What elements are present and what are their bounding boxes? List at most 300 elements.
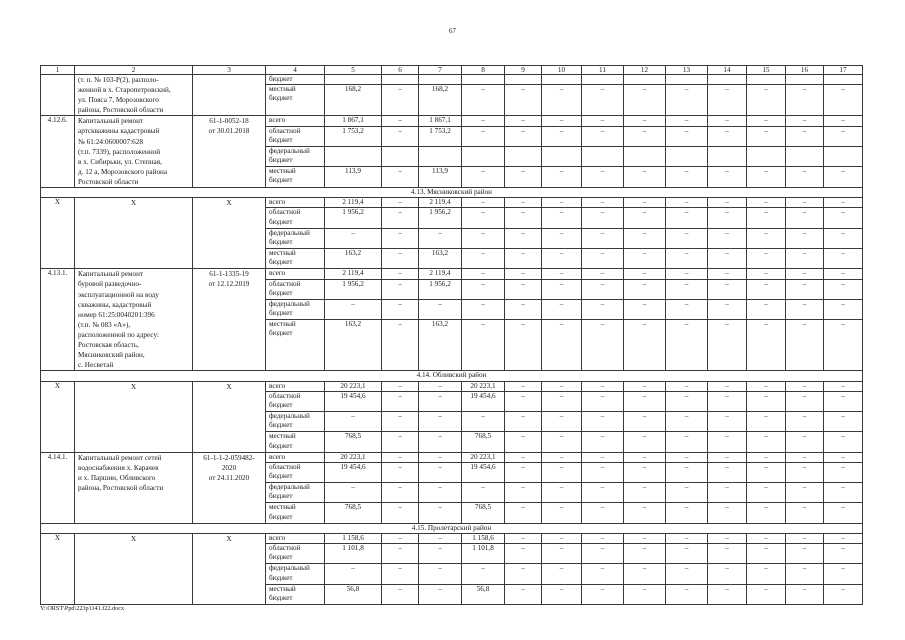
registration-number (193, 269, 266, 371)
amount-cell (505, 75, 542, 85)
amount-cell: – (624, 381, 666, 391)
amount-cell: – (542, 544, 582, 564)
amount-cell: – (505, 584, 542, 604)
amount-cell (708, 146, 747, 166)
amount-cell: – (708, 462, 747, 482)
amount-cell: – (542, 412, 582, 432)
registration-number (193, 116, 266, 188)
amount-cell: – (666, 320, 708, 371)
amount-cell: – (382, 116, 419, 126)
amount-cell: – (786, 584, 824, 604)
section-title: 4.13. Мясниковский район (41, 188, 863, 198)
amount-cell (419, 146, 462, 166)
amount-cell: – (542, 503, 582, 523)
amount-cell: – (542, 249, 582, 269)
amount-cell: 113,9 (419, 167, 462, 188)
amount-cell: – (419, 544, 462, 564)
amount-cell: – (542, 116, 582, 126)
amount-cell: – (505, 564, 542, 584)
amount-cell: – (542, 533, 582, 543)
amount-cell: – (419, 299, 462, 319)
amount-cell: – (747, 269, 786, 279)
amount-cell: 19 454,6 (462, 462, 505, 482)
amount-cell (419, 75, 462, 85)
amount-cell: – (824, 412, 863, 432)
amount-cell: – (582, 483, 624, 503)
amount-cell: – (624, 320, 666, 371)
table-row (41, 533, 863, 543)
amount-cell: – (624, 208, 666, 228)
amount-cell: – (786, 198, 824, 208)
amount-cell: 768,5 (325, 503, 382, 523)
budget-source: областной бюджет (266, 544, 325, 564)
amount-cell: – (624, 116, 666, 126)
amount-cell: – (542, 269, 582, 279)
amount-cell: 1 956,2 (325, 279, 382, 299)
amount-cell: – (708, 432, 747, 452)
amount-cell (624, 146, 666, 166)
amount-cell: – (624, 564, 666, 584)
amount-cell: – (786, 249, 824, 269)
budget-source: местный бюджет (266, 85, 325, 116)
amount-cell (325, 146, 382, 166)
budget-source: областной бюджет (266, 279, 325, 299)
amount-cell: 20 223,1 (462, 452, 505, 462)
amount-cell: – (666, 116, 708, 126)
amount-cell: – (666, 167, 708, 188)
registration-number (193, 75, 266, 116)
amount-cell: – (747, 584, 786, 604)
amount-cell: – (325, 412, 382, 432)
amount-cell: – (666, 462, 708, 482)
amount-cell: – (824, 381, 863, 391)
amount-cell: – (505, 483, 542, 503)
amount-cell: – (419, 381, 462, 391)
amount-cell: – (462, 564, 505, 584)
amount-cell: – (382, 381, 419, 391)
amount-cell: – (462, 85, 505, 116)
amount-cell: – (505, 320, 542, 371)
object-description (75, 75, 193, 116)
registration-line: X (226, 199, 232, 208)
amount-cell: – (582, 208, 624, 228)
amount-cell: – (624, 269, 666, 279)
amount-cell: – (786, 167, 824, 188)
amount-cell: – (582, 198, 624, 208)
amount-cell: – (542, 299, 582, 319)
amount-cell: 168,2 (419, 85, 462, 116)
amount-cell: – (382, 564, 419, 584)
amount-cell: 1 956,2 (419, 279, 462, 299)
table-row (41, 381, 863, 391)
item-number (41, 75, 75, 116)
amount-cell: – (542, 462, 582, 482)
amount-cell: – (747, 249, 786, 269)
amount-cell (786, 146, 824, 166)
amount-cell: 19 454,6 (462, 391, 505, 411)
amount-cell: – (666, 412, 708, 432)
budget-source: всего (266, 269, 325, 279)
column-number: 3 (193, 66, 266, 75)
amount-cell: – (382, 452, 419, 462)
object-description (75, 198, 193, 269)
amount-cell: – (666, 299, 708, 319)
description-line: в х. Сибирьки, ул. Степная, (78, 157, 162, 166)
amount-cell: – (325, 483, 382, 503)
amount-cell: – (542, 483, 582, 503)
amount-cell: – (786, 126, 824, 146)
object-description (75, 269, 193, 371)
amount-cell: – (382, 208, 419, 228)
amount-cell: – (542, 391, 582, 411)
section-title: 4.15. Пролетарский район (41, 523, 863, 533)
amount-cell: – (505, 279, 542, 299)
amount-cell: 163,2 (325, 320, 382, 371)
amount-cell: – (325, 299, 382, 319)
column-number: 9 (505, 66, 542, 75)
amount-cell: – (666, 126, 708, 146)
budget-source: всего (266, 452, 325, 462)
amount-cell: – (505, 85, 542, 116)
amount-cell: – (708, 198, 747, 208)
budget-source: областной бюджет (266, 208, 325, 228)
amount-cell: – (824, 320, 863, 371)
amount-cell: – (708, 391, 747, 411)
amount-cell: – (582, 228, 624, 248)
amount-cell: – (582, 584, 624, 604)
description-line: Ростовская область, (78, 341, 139, 350)
amount-cell: – (382, 320, 419, 371)
amount-cell: – (505, 381, 542, 391)
amount-cell: – (624, 228, 666, 248)
amount-cell: – (624, 299, 666, 319)
item-number: 4.13.1. (41, 269, 75, 371)
amount-cell: – (419, 228, 462, 248)
item-number: X (41, 198, 75, 269)
amount-cell: – (824, 462, 863, 482)
amount-cell: – (505, 432, 542, 452)
amount-cell: – (824, 126, 863, 146)
amount-cell: – (624, 391, 666, 411)
column-number: 12 (624, 66, 666, 75)
amount-cell: 1 867,1 (325, 116, 382, 126)
amount-cell: 1 158,6 (462, 533, 505, 543)
description-line: д. 12 а, Морозовского района (78, 167, 168, 176)
amount-cell: – (419, 564, 462, 584)
amount-cell: – (747, 167, 786, 188)
amount-cell: – (824, 208, 863, 228)
registration-number (193, 452, 266, 523)
amount-cell: – (419, 533, 462, 543)
amount-cell: – (786, 116, 824, 126)
amount-cell: – (786, 381, 824, 391)
amount-cell: – (582, 249, 624, 269)
amount-cell: – (462, 249, 505, 269)
amount-cell: – (505, 462, 542, 482)
registration-line: от 30.01.2018 (208, 127, 250, 136)
description-line: номер 61:25:0040201:396 (78, 310, 155, 319)
amount-cell: – (666, 483, 708, 503)
amount-cell: – (666, 228, 708, 248)
amount-cell: – (708, 533, 747, 543)
registration-number (193, 381, 266, 452)
amount-cell: 1 101,8 (462, 544, 505, 564)
description-line: X (130, 199, 137, 208)
amount-cell: – (325, 228, 382, 248)
amount-cell: – (382, 279, 419, 299)
amount-cell: 56,8 (462, 584, 505, 604)
amount-cell: – (708, 85, 747, 116)
amount-cell: – (462, 116, 505, 126)
amount-cell: – (666, 432, 708, 452)
amount-cell: – (708, 126, 747, 146)
amount-cell: – (708, 228, 747, 248)
description-line: X (130, 534, 137, 543)
amount-cell: – (542, 228, 582, 248)
amount-cell: – (505, 503, 542, 523)
amount-cell: – (666, 391, 708, 411)
amount-cell: – (462, 126, 505, 146)
amount-cell: – (382, 462, 419, 482)
amount-cell: – (505, 249, 542, 269)
amount-cell: – (382, 533, 419, 543)
amount-cell: – (582, 299, 624, 319)
amount-cell (382, 146, 419, 166)
column-number: 16 (786, 66, 824, 75)
amount-cell: – (786, 452, 824, 462)
amount-cell: – (419, 462, 462, 482)
amount-cell: – (747, 452, 786, 462)
column-number: 1 (41, 66, 75, 75)
section-row (41, 371, 863, 381)
amount-cell: – (824, 85, 863, 116)
amount-cell: – (462, 483, 505, 503)
amount-cell (624, 75, 666, 85)
amount-cell: – (542, 452, 582, 462)
amount-cell: – (462, 269, 505, 279)
description-line: (т. п. № 103-Р(2), располо- (78, 76, 159, 84)
amount-cell: 2 119,4 (325, 269, 382, 279)
budget-source: всего (266, 198, 325, 208)
budget-source: федеральный бюджет (266, 299, 325, 319)
amount-cell: – (708, 269, 747, 279)
amount-cell: – (786, 320, 824, 371)
amount-cell: – (382, 412, 419, 432)
amount-cell: – (624, 483, 666, 503)
column-number: 15 (747, 66, 786, 75)
budget-source: областной бюджет (266, 391, 325, 411)
amount-cell: 768,5 (462, 432, 505, 452)
amount-cell: – (624, 198, 666, 208)
amount-cell: – (747, 228, 786, 248)
item-number: X (41, 381, 75, 452)
amount-cell: – (582, 452, 624, 462)
amount-cell: – (666, 85, 708, 116)
budget-source: федеральный бюджет (266, 564, 325, 584)
amount-cell: – (824, 533, 863, 543)
amount-cell: – (624, 452, 666, 462)
amount-cell: 768,5 (462, 503, 505, 523)
amount-cell: 1 956,2 (419, 208, 462, 228)
budget-source: федеральный бюджет (266, 483, 325, 503)
amount-cell: – (624, 279, 666, 299)
amount-cell: – (786, 483, 824, 503)
budget-source: всего (266, 116, 325, 126)
amount-cell: – (582, 320, 624, 371)
amount-cell: – (747, 85, 786, 116)
registration-line: от 24.11.2020 (208, 473, 250, 482)
amount-cell: 163,2 (419, 249, 462, 269)
amount-cell: – (747, 462, 786, 482)
budget-source: местный бюджет (266, 584, 325, 604)
amount-cell: – (824, 269, 863, 279)
amount-cell: 2 119,4 (325, 198, 382, 208)
amount-cell: – (824, 584, 863, 604)
amount-cell: – (542, 208, 582, 228)
amount-cell: – (747, 503, 786, 523)
amount-cell: – (582, 381, 624, 391)
amount-cell: – (382, 85, 419, 116)
table-body (41, 66, 863, 605)
column-number: 6 (382, 66, 419, 75)
amount-cell: – (624, 249, 666, 269)
amount-cell: – (708, 116, 747, 126)
table-row (41, 116, 863, 126)
budget-source: местный бюджет (266, 432, 325, 452)
amount-cell: – (582, 391, 624, 411)
amount-cell: – (747, 381, 786, 391)
amount-cell: – (708, 249, 747, 269)
amount-cell: – (624, 584, 666, 604)
budget-source: федеральный бюджет (266, 412, 325, 432)
amount-cell: – (542, 198, 582, 208)
amount-cell: – (824, 391, 863, 411)
description-line: Капитальный ремонт сетей (78, 453, 162, 462)
amount-cell: – (582, 126, 624, 146)
registration-line: 61-1-0052-18 (209, 117, 249, 126)
description-line: (т.п. № 083 «А»), (78, 320, 131, 329)
object-description (75, 381, 193, 452)
amount-cell: – (708, 483, 747, 503)
amount-cell: – (624, 544, 666, 564)
amount-cell: – (708, 208, 747, 228)
column-number: 11 (582, 66, 624, 75)
amount-cell: – (462, 198, 505, 208)
column-number: 4 (266, 66, 325, 75)
amount-cell (708, 75, 747, 85)
amount-cell: – (624, 533, 666, 543)
column-number: 2 (75, 66, 193, 75)
description-line: Ростовской области (78, 177, 139, 186)
amount-cell: – (786, 564, 824, 584)
amount-cell (542, 75, 582, 85)
file-path-footer: Y:\ORST\Ppd\223p1141.f22.docx (40, 605, 125, 612)
section-row (41, 523, 863, 533)
amount-cell: – (505, 167, 542, 188)
amount-cell: – (708, 412, 747, 432)
registration-line: от 12.12.2019 (208, 280, 250, 289)
amount-cell (747, 75, 786, 85)
amount-cell: – (824, 544, 863, 564)
amount-cell: 1 956,2 (325, 208, 382, 228)
amount-cell: – (747, 391, 786, 411)
amount-cell: 1 101,8 (325, 544, 382, 564)
amount-cell: – (419, 452, 462, 462)
amount-cell: – (382, 584, 419, 604)
amount-cell (824, 146, 863, 166)
budget-source: местный бюджет (266, 249, 325, 269)
amount-cell: – (382, 503, 419, 523)
budget-source: бюджет (266, 75, 325, 85)
amount-cell: – (382, 228, 419, 248)
amount-cell: – (542, 167, 582, 188)
description-line: X (130, 382, 137, 391)
amount-cell: – (542, 564, 582, 584)
amount-cell: – (382, 544, 419, 564)
amount-cell: – (666, 564, 708, 584)
amount-cell: – (382, 126, 419, 146)
amount-cell (325, 75, 382, 85)
amount-cell: – (505, 544, 542, 564)
budget-source: местный бюджет (266, 320, 325, 371)
amount-cell: – (666, 269, 708, 279)
amount-cell: – (582, 279, 624, 299)
description-line: Мясниковский район, (78, 351, 145, 360)
amount-cell: – (582, 544, 624, 564)
amount-cell: – (666, 208, 708, 228)
amount-cell (582, 146, 624, 166)
registration-line: X (226, 382, 232, 391)
column-number: 14 (708, 66, 747, 75)
amount-cell: – (824, 228, 863, 248)
amount-cell: – (382, 167, 419, 188)
amount-cell: – (419, 391, 462, 411)
amount-cell: – (542, 381, 582, 391)
amount-cell: – (419, 412, 462, 432)
amount-cell: – (582, 432, 624, 452)
amount-cell: – (708, 320, 747, 371)
amount-cell (666, 75, 708, 85)
amount-cell (824, 75, 863, 85)
amount-cell: – (747, 412, 786, 432)
amount-cell: – (747, 564, 786, 584)
amount-cell: – (582, 167, 624, 188)
amount-cell: – (708, 544, 747, 564)
amount-cell: – (786, 503, 824, 523)
amount-cell: – (542, 432, 582, 452)
amount-cell: – (382, 391, 419, 411)
amount-cell: – (666, 381, 708, 391)
description-line: расположенной по адресу: (78, 330, 159, 339)
amount-cell: – (824, 249, 863, 269)
amount-cell: – (666, 279, 708, 299)
amount-cell: – (747, 432, 786, 452)
amount-cell: – (582, 269, 624, 279)
amount-cell: 2 119,4 (419, 269, 462, 279)
object-description (75, 116, 193, 188)
amount-cell: – (624, 462, 666, 482)
amount-cell: – (462, 279, 505, 299)
amount-cell: – (747, 116, 786, 126)
amount-cell: – (666, 503, 708, 523)
registration-line: 61-1-1-2-059482- (203, 453, 255, 462)
registration-line: 2020 (221, 463, 237, 472)
amount-cell: – (747, 533, 786, 543)
table-row (41, 269, 863, 279)
column-number: 17 (824, 66, 863, 75)
amount-cell: – (505, 116, 542, 126)
amount-cell: – (786, 391, 824, 411)
